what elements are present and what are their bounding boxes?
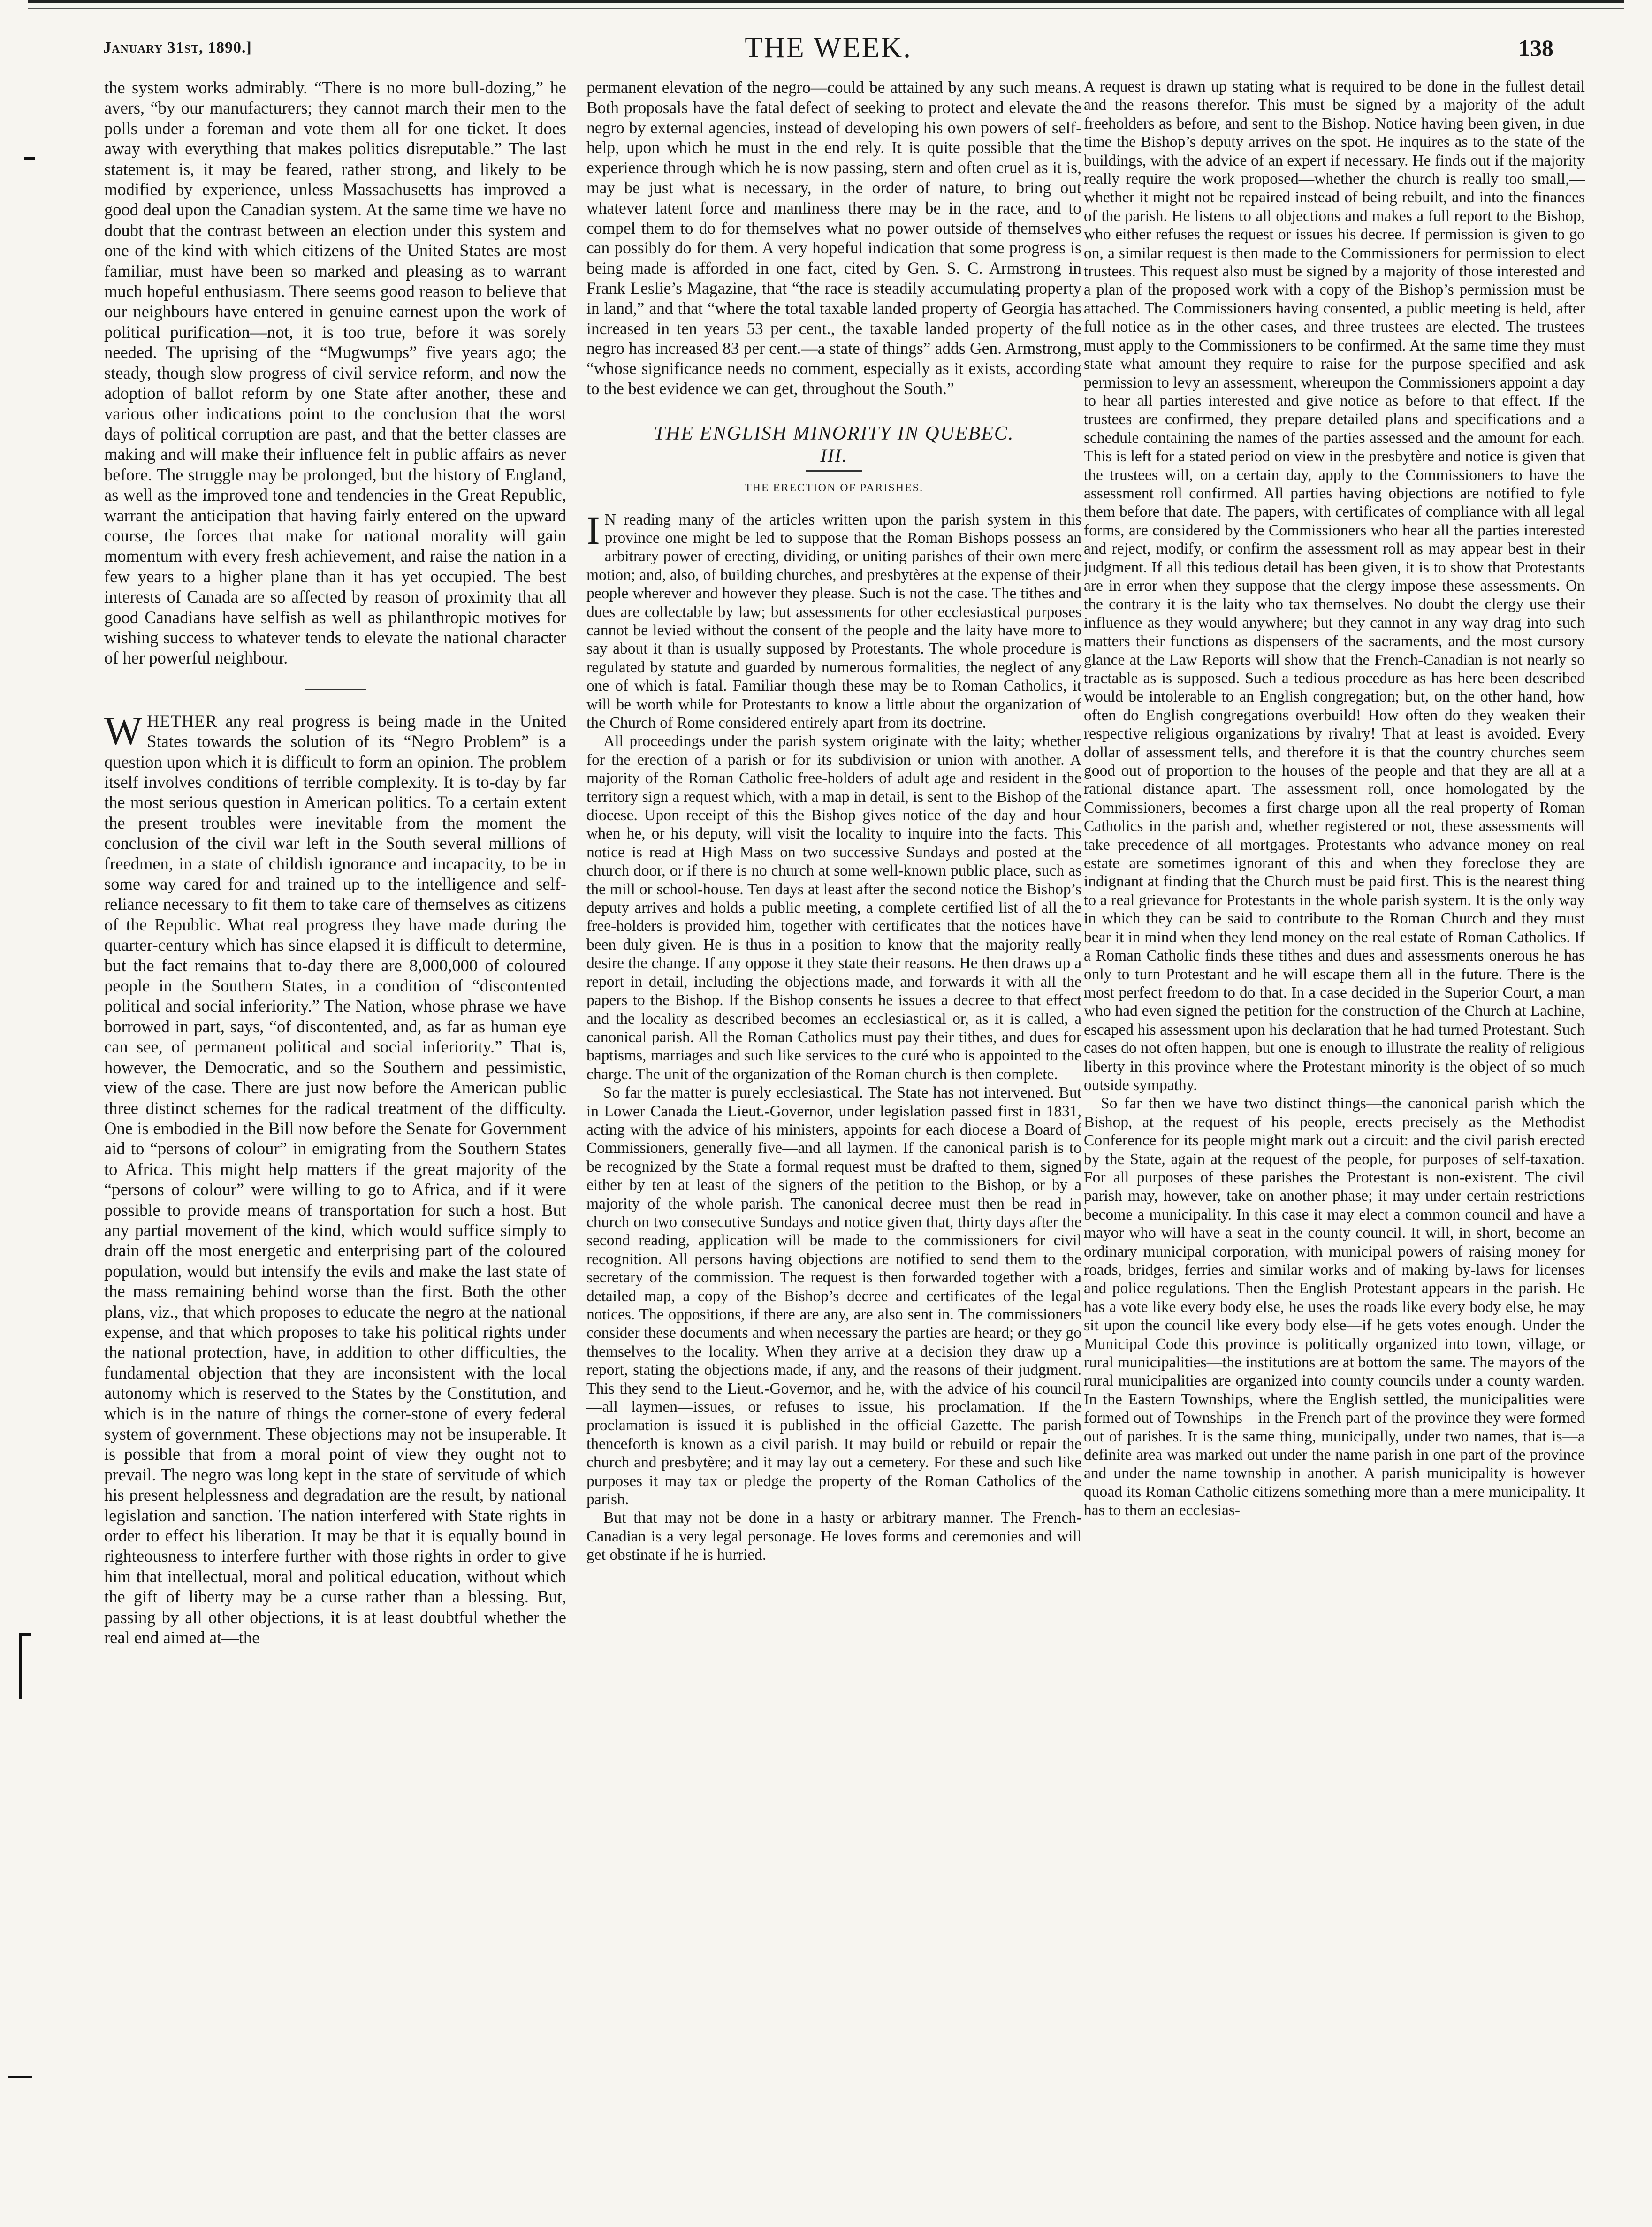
margin-mark-4	[8, 2076, 32, 2078]
col1-paragraph-2	[104, 708, 566, 1648]
col1-paragraph-1: the system works admirably. “There is no more bull-dozing,” he avers, “by our manufacturers; they cannot march their men to the polls under a foreman and vote them all for one ticket. It does away with everything that makes politics disreputable.” The last statement is, it may be feared, rather strong, and likely to be modified by experience, unless Massachusetts has improved a good deal upon the Canadian system. At the same time we have no doubt that the contrast between an election under this system and one of the kind with which citizens of the United States are most familiar, must have been so marked and pleasing as to warrant much hopeful enthusiasm. There seems good reason to believe that our neighbours have entered in genuine earnest upon the work of political purification—not, it is too true, before it was sorely needed. The uprising of the “Mugwumps” five years ago; the steady, though slow progress of civil service reform, and now the adoption of ballot reform by one State after another, these and various other indications point to the conclusion that the worst days of political corruption are past, and that the better classes are making and will make their influence felt in public affairs as never before. The struggle may be prolonged, but the history of England, as well as the improved tone and tendencies in the Great Republic, warrant the anticipation that having fairly entered on the upward course, the forces that make for national morality will gain momentum with every fresh achievement, and raise the nation in a few years to a higher plane than it has yet occupied. The best interests of Canada are so affected by reason of proximity that all good Canadians have selfish as well as philanthropic motives for wishing success to whatever tends to elevate the national character of her powerful neighbour.	[104, 78, 566, 668]
column-1	[104, 77, 566, 2208]
column-3	[1084, 77, 1585, 2208]
column-divider	[305, 689, 366, 690]
col3-paragraph-1: A request is drawn up stating what is required to be done in the fullest detail and the reasons therefor. This must be signed by a majority of the adult freeholders as before, and sent to the Bishop. Notice having been given, in due time the Bishop’s deputy arrives on the spot. He inquires as to the state of the buildings, with the advice of an expert if necessary. He finds out if the majority really require the work proposed—whether the church is really too small,—whether it might not be repaired instead of being rebuilt, and into the finances of the parish. He listens to all objections and makes a full report to the Bishop, who either refuses the request or issues his decree. If permission is given to go on, a similar request is then made to the Commissioners for permission to elect trustees. This request also must be signed by a majority of those interested and a plan of the proposed work with a copy of the Bishop’s permission must be attached. The Commissioners having consented, a public meeting is held, after full notice as in the other cases, and three trustees are elected. The trustees must apply to the Commissioners to be confirmed. At the same time they must state what amount they require to raise for the purpose specified and ask permission to levy an assessment, whereupon the Commissioners appoint a day to hear all parties interested and give notice as before to that effect. If the trustees are confirmed, they prepare detailed plans and specifications and a schedule containing the names of the parties assessed and the amount for each. This is left for a stated period on view in the presbytère and notice is given that the trustees will, on a certain day, apply to the Commissioners to have the assessment roll confirmed. All parties having objections are notified to fyle them before that date. The papers, with certificates of compliance with all legal forms, are considered by the Commissioners who hear all the parties interested and reject, modify, or confirm the assessment roll as may appear best in their judgment. If all this tedious detail has been given, it is to show that Protestants are in error when they suppose that the clergy impose these assessments. On the contrary it is the laity who tax themselves. No doubt the clergy use their influence as they would anywhere; but they cannot in any way drag into such matters their functions as dispensers of the sacraments, and the most cursory glance at the Law Reports will show that the French-Canadian is not nearly so tractable as is supposed. Such a tedious procedure as has here been described would be intolerable to an English congregation; but, on the other hand, how often do English congregations overbuild! How often do they weaken their respective religious organizations by rivalry! That at least is avoided. Every dollar of assessment tells, and therefore it is that the country churches seem good out of proportion to the houses of the people and that they are all at a rational distance apart. The assessment roll, once homologated by the Commissioners, becomes a first charge upon all the real property of Roman Catholics in the parish and, whether registered or not, these assessments will take precedence of all mortgages. Protestants who advance money on real estate are sometimes ignorant of this and when they foreclose they are indignant at finding that the Church must be paid first. This is the nearest thing to a real grievance for Protestants in the whole parish system. It is the only way in which they can be said to contribute to the Roman Church and they must bear it in mind when they lend money on the real estate of Roman Catholics. If a Roman Catholic finds these tithes and dues and assessments onerous he has only to turn Protestant and he will escape them all in the future. There is the most perfect freedom to do that. In a case decided in the Superior Court, a man who had even signed the petition for the construction of the Church at Lachine, escaped his assessment upon his declaration that he had turned Protestant. Such cases do not often happen, but one is enough to illustrate the reality of religious liberty in this province where the Protestant minority is the object of so much outside sympathy.	[1084, 78, 1585, 1094]
margin-mark-3	[19, 1633, 31, 1636]
col3-paragraph-2: So far then we have two distinct things—the canonical parish which the Bishop, at the request of his people, erects precisely as the Methodist Conference for its people might mark out a circuit: and the civil parish erected by the State, again at the request of the people, for purposes of self-taxation. For all purposes of these parishes the Protestant is non-existent. The civil parish may, however, take on another phase; it may under certain restrictions become a municipality. In this case it may elect a common council and have a mayor who will have a seat in the county council. It will, in short, become an ordinary municipal corporation, with municipal powers of raising money for roads, bridges, ferries and similar works and of making by-laws for licenses and police regulations. Then the English Protestant appears in the parish. He has a vote like every body else, he uses the roads like every body else, he may sit upon the council like every body else—if he gets votes enough. Under the Municipal Code this province is politically organized into town, village, or rural municipalities—the institutions are at bottom the same. The mayors of the rural municipalities are organized into county councils under a county warden. In the Eastern Townships, where the English settled, the municipalities were formed out of Townships—in the French part of the province they were formed out of parishes. It is the same thing, municipally, under two names, that is—a definite area was marked out under the name parish in one part of the province and under the name township in another. A parish municipality is however quoad its Roman Catholic citizens something more than a mere municipality. It has to them an ecclesias-	[1084, 1095, 1585, 1519]
col2-paragraph-2-text: N reading many of the articles written upon the parish system in this province one might be led to suppose that the Roman Bishops possess an arbitrary power of erecting, dividing, or uniting parishes of their own mere motion; and, also, of building churches, and presbytères at the expense of their people wherever and however they please. Such is not the case. The tithes and dues are collectable by law; but assessments for other ecclesiastical purposes cannot be levied without the consent of the people and the laity have more to say about it than is usually supposed by Protestants. The whole procedure is regulated by statute and guarded by numerous formalities, the neglect of any one of which is fatal. Familiar though these may be to Roman Catholics, it will be worth while for Protestants to know a little about the organization of the Church of Rome considered entirely apart from its doctrine.	[586, 511, 1081, 732]
margin-mark-1	[24, 157, 35, 160]
drop-cap: I	[586, 507, 600, 553]
article-part-number: III.	[820, 444, 848, 466]
col2-paragraph-4: So far the matter is purely ecclesiastical. The State has not intervened. But in Lower Canada the Lieut.-Governor, under legislation passed first in 1831, acting with the advice of his ministers, appoints for each diocese a Board of Commissioners, generally five—and all laymen. If the canonical parish is to be recognized by the State a formal request must be drafted to them, signed either by ten at least of the signers of the petition to the Bishop, or by a majority of the whole parish. The canonical decree must then be read in church on two consecutive Sundays and notice given that, thirty days after the second reading, application will be made to the commissioners for civil recognition. All persons having objections are notified to send them to the secretary of the commission. The request is then forwarded together with a detailed map, a copy of the Bishop’s decree and certificates of the legal notices. The oppositions, if there are any, are also sent in. The commissioners consider these documents and when necessary the parties are heard; or they go themselves to the locality. When they arrive at a decision they draw up a report, stating the objections made, if any, and the reasons of their judgment. This they send to the Lieut.-Governor, and he, with the advice of his council—all laymen—issues, or refuses to issue, his proclamation. If the proclamation is issued it is published in the official Gazette. The parish thenceforth is known as a civil parish. It may build or rebuild or repair the church and presbytère; and it may lay out a cemetery. For these and such like purposes it may tax or pledge the property of the Roman Catholics of the parish.	[586, 1084, 1081, 1509]
col2-paragraph-2	[586, 507, 1081, 732]
page-number: 138	[1518, 35, 1553, 61]
article-subtitle: THE ERECTION OF PARISHES.	[744, 481, 924, 494]
col2-paragraph-3: All proceedings under the parish system originate with the laity; whether for the erection of a parish or for its subdivision or union with another. A majority of the Roman Catholic free-holders of adult age and resident in the territory sign a request which, with a map in detail, is sent to the Bishop of the diocese. Upon receipt of this the Bishop gives notice of the day and hour when he, or his deputy, will visit the locality to inquire into the facts. This notice is read at High Mass on two successive Sundays and posted at the church door, or if there is no church at some well-known public place, such as the mill or school-house. Ten days at least after the second notice the Bishop’s deputy arrives and holds a public meeting, a complete certified list of all the free-holders is provided him, together with certificates that the notices have been duly given. He is thus in a position to know that the majority really desire the change. If any oppose it they state their reasons. He then draws up a report in detail, including the objections made, and forwards it with all the papers to the Bishop. If the Bishop consents he issues a decree to that effect and the locality as described becomes an ecclesiastical or, as it is called, a canonical parish. All the Roman Catholics must pay their tithes, and dues for baptisms, marriages and such like services to the curé who is appointed to the charge. The unit of the organization of the Roman church is then complete.	[586, 732, 1081, 1083]
title-rule	[806, 470, 862, 472]
header-date: January 31st, 1890.]	[103, 39, 252, 56]
top-rule	[28, 0, 1624, 3]
col2-paragraph-1: permanent elevation of the negro—could be attained by any such means. Both proposals have the fatal defect of seeking to protect and elevate the negro by external agencies, instead of developing his own powers of self-help, upon which he must in the end rely. It is quite possible that the experience through which he is now passing, stern and often cruel as it is, may be just what is necessary, in the order of nature, to bring out whatever latent force and manliness there may be in the race, and to compel them to do for themselves what no power outside of themselves can possibly do for them. A very hopeful indication that some progress is being made is afforded in one fact, cited by Gen. S. C. Armstrong in Frank Leslie’s Magazine, that “the race is steadily accumulating property in land,” and that “where the total taxable landed property of Georgia has increased in ten years 53 per cent., the taxable landed property of the negro has increased 83 per cent.—a state of things” adds Gen. Armstrong, “whose significance needs no comment, especially as it exists, according to the best evidence we can get, throughout the South.”	[586, 78, 1081, 398]
page-header	[103, 29, 1553, 67]
top-rule-thin	[28, 8, 1624, 9]
margin-mark-2	[19, 1633, 22, 1699]
col2-paragraph-5: But that may not be done in a hasty or arbitrary manner. The French-Canadian is a very legal personage. He loves forms and ceremonies and will get obstinate if he is hurried.	[586, 1509, 1081, 1564]
column-2	[586, 77, 1081, 2208]
article-title: THE ENGLISH MINORITY IN QUEBEC.	[654, 422, 1014, 444]
masthead-title: THE WEEK.	[745, 31, 912, 64]
drop-cap-word: HETHER	[147, 711, 218, 731]
col1-paragraph-2-text: any real progress is being made in the United States towards the solution of its “Negro Problem” is a question upon which it is difficult to form an opinion. The problem itself involves conditions of terrible complexity. It is to-day by far the most serious question in American politics. To a certain extent the present troubles were inevitable from the moment the conclusion of the civil war left in the South several millions of freedmen, in a state of childish ignorance and incapacity, to be in some way cared for and trained up to the intelligence and self-reliance necessary to fit them to take care of themselves as citizens of the Republic. What real progress they have made during the quarter-century which has since elapsed it is difficult to determine, but the fact remains that to-day there are 8,000,000 of coloured people in the Southern States, in a condition of “discontented political and social inferiority.” The Nation, whose phrase we have borrowed in part, says, “of discontented, and, as far as human eye can see, of permanent political and social inferiority.” That is, however, the Democratic, and so the Southern and pessimistic, view of the case. There are just now before the American public three distinct schemes for the radical treatment of the difficulty. One is embodied in the Bill now before the Senate for Government aid to “persons of colour” in emigrating from the Southern States to Africa. This might help matters if the great majority of the “persons of colour” were willing to go to Africa, and if it were possible to provide means of transportation for such a host. But any partial movement of the kind, which would suffice simply to drain off the most energetic and enterprising part of the coloured population, would but intensify the evils and make the last state of the mass remaining behind worse than the first. Both the other plans, viz., that which proposes to educate the negro at the national expense, and that which proposes to take his political rights under the national protection, have, in addition to other difficulties, the fundamental objection that they are inconsistent with the local autonomy which is reserved to the States by the Constitution, and which is in the nature of things the corner-stone of every federal system of government. These objections may not be insuperable. It is possible that from a moral point of view they ought not to prevail. The negro was long kept in the state of servitude of which his present helplessness and degradation are the result, by national legislation and sanction. The nation interfered with State rights in order to effect his liberation. It may be that it is equally bound in righteousness to interfere further with those rights in order to give him that intellectual, moral and political education, without which the gift of liberty may be a curse rather than a blessing. But, passing by all other objections, it is at least doubtful whether the real end aimed at—the	[104, 711, 566, 1647]
drop-cap: W	[104, 708, 143, 753]
